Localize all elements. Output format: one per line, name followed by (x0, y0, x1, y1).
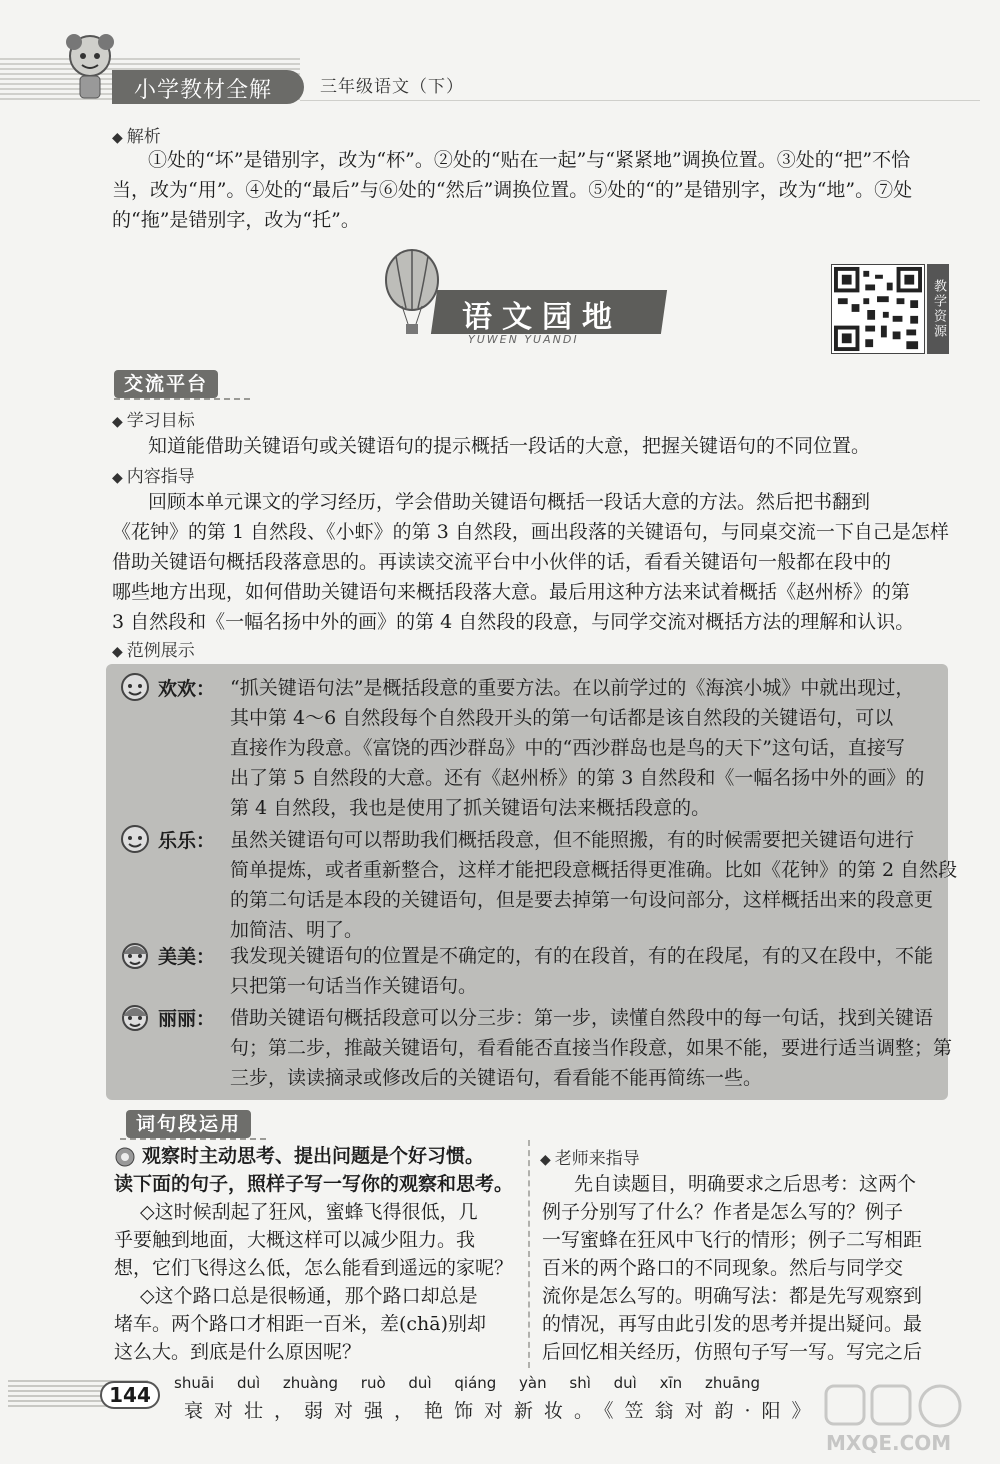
lili-line-3: 三步，读读摘录或修改后的关键语句，看看能不能再简练一些。 (230, 1067, 763, 1089)
guide-label: ◆ 内容指导 (112, 462, 195, 487)
sentence-line-5: 堵车。两个路口才相距一百米，差(chā)别却 (114, 1313, 487, 1335)
teacher-line-2: 例子分别写了什么？作者是怎么写的？例子 (542, 1201, 904, 1223)
guide-line-1: 回顾本单元课文的学习经历，学会借助关键语句概括一段话大意的方法。然后把书翻到 (148, 491, 871, 513)
boy-face-icon (118, 822, 152, 856)
speaker-lele: 乐乐： (158, 830, 216, 852)
teacher-line-7: 后回忆相关经历，仿照句子写一写。写完之后 (542, 1341, 923, 1363)
usage-tag: 词句段运用 (126, 1110, 251, 1138)
goal-label: ◆ 学习目标 (112, 406, 195, 431)
usage-tag-underline (120, 1138, 270, 1140)
speaker-lili: 丽丽： (158, 1008, 216, 1030)
goal-text: 知道能借助关键语句或关键语句的提示概括一段话的大意，把握关键语句的不同位置。 (148, 435, 871, 457)
speaker-meimei: 美美： (158, 946, 216, 968)
girl-face-icon (118, 938, 152, 972)
lele-line-4: 加简洁、明了。 (230, 919, 364, 941)
analysis-line-3: 的“拖”是错别字，改为“托”。 (112, 209, 360, 231)
huanhuan-line-1: “抓关键语句法”是概括段意的重要方法。在以前学过的《海滨小城》中就出现过， (230, 677, 915, 699)
teacher-line-1: 先自读题目，明确要求之后思考：这两个 (574, 1173, 917, 1195)
analysis-line-2: 当，改为“用”。④处的“最后”与⑥处的“然后”调换位置。⑤处的“的”是错别字，改为“地”。⑦处 (112, 179, 913, 201)
flower-icon (114, 1146, 136, 1168)
analysis-line-1: ①处的“坏”是错别字，改为“杯”。②处的“贴在一起”与“紧紧地”调换位置。③处的“把”不恰 (148, 149, 911, 171)
header-rule (300, 100, 980, 101)
lili-line-1: 借助关键语句概括段意可以分三步：第一步，读懂自然段中的每一句话，找到关键语 (230, 1007, 934, 1029)
banner-subtitle: YUWEN YUANDI (468, 333, 579, 346)
teacher-line-3: 一写蜜蜂在狂风中飞行的情形；例子二写相距 (542, 1229, 923, 1251)
guide-line-5: 3 自然段和《一幅名扬中外的画》的第 4 自然段的段意，与同学交流对概括方法的理解和认识。 (112, 611, 915, 633)
sentence-line-4: ◇这个路口总是很畅通，那个路口却总是 (140, 1285, 478, 1307)
qr-label: 教学资源 (927, 264, 949, 354)
svg-text:MXQE.COM: MXQE.COM (826, 1431, 952, 1455)
exchange-tag: 交流平台 (114, 370, 218, 398)
guide-line-4: 哪些地方出现，如何借助关键语句来概括段落大意。最后用这种方法来试着概括《赵州桥》的第 (112, 581, 911, 603)
column-divider (528, 1140, 530, 1368)
example-label: ◆ 范例展示 (112, 636, 195, 661)
qr-code-icon[interactable] (831, 264, 925, 354)
huanhuan-line-4: 出了第 5 自然段的大意。还有《赵州桥》的第 3 自然段和《一幅名扬中外的画》的 (230, 767, 925, 789)
analysis-label: ◆ 解析 (112, 122, 161, 147)
couplet-pinyin: shuāi duì zhuàng ruò duì qiáng yàn shì duì xīn zhuāng (174, 1374, 761, 1392)
task-line-1: 观察时主动思考、提出问题是个好习惯。 (142, 1145, 485, 1167)
huanhuan-line-2: 其中第 4～6 自然段每个自然段开头的第一句话都是该自然段的关键语句，可以 (230, 707, 894, 729)
teacher-line-4: 百米的两个路口的不同现象。然后与同学交 (542, 1257, 904, 1279)
guide-line-2: 《花钟》的第 1 自然段、《小虾》的第 3 自然段，画出段落的关键语句，与同桌交流一下自己是怎样 (112, 521, 949, 543)
girl-mascot-icon (62, 32, 118, 104)
lele-line-1: 虽然关键语句可以帮助我们概括段意，但不能照搬，有的时候需要把关键语句进行 (230, 829, 915, 851)
teacher-label: ◆ 老师来指导 (540, 1144, 640, 1169)
boy-face-icon (118, 670, 152, 704)
sentence-line-3: 想，它们飞得这么低，怎么能看到遥远的家呢？ (114, 1257, 514, 1279)
girl-face-icon (118, 1000, 152, 1034)
huanhuan-line-3: 直接作为段意。《富饶的西沙群岛》中的“西沙群岛也是鸟的天下”这句话，直接写 (230, 737, 905, 759)
huanhuan-line-5: 第 4 自然段，我也是使用了抓关键语句法来概括段意的。 (230, 797, 711, 819)
banner-title: 语文园地 (462, 300, 622, 335)
lele-line-3: 的第二句话是本段的关键语句，但是要去掉第一句设问部分，这样概括出来的段意更 (230, 889, 934, 911)
lele-line-2: 简单提炼，或者重新整合，这样才能把段意概括得更准确。比如《花钟》的第 2 自然段 (230, 859, 958, 881)
sentence-line-1: ◇这时候刮起了狂风，蜜蜂飞得很低，几 (140, 1201, 478, 1223)
speaker-huanhuan: 欢欢： (158, 678, 216, 700)
meimei-line-2: 只把第一句话当作关键语句。 (230, 975, 478, 997)
exchange-tag-underline (114, 398, 254, 400)
page-number: 144 (100, 1381, 160, 1409)
lili-line-2: 句；第二步，推敲关键语句，看看能否直接当作段意，如果不能，要进行适当调整；第 (230, 1037, 953, 1059)
teacher-line-5: 流你是怎么写的。明确写法：都是先写观察到 (542, 1285, 923, 1307)
task-line-2: 读下面的句子，照样子写一写你的观察和思考。 (114, 1173, 514, 1195)
guide-line-3: 借助关键语句概括段落意思的。再读读交流平台中小伙伴的话，看看关键语句一般都在段中的 (112, 551, 892, 573)
couplet-text: 衰对壮，弱对强，艳饰对新妆。《笠翁对韵·阳》 (184, 1400, 822, 1422)
sentence-line-2: 乎要触到地面，大概这样可以减少阻力。我 (114, 1229, 476, 1251)
watermark-logo-icon (822, 1382, 972, 1456)
book-subtitle: 三年级语文（下） (320, 77, 464, 97)
teacher-line-6: 的情况，再写由此引发的思考并提出疑问。最 (542, 1313, 923, 1335)
meimei-line-1: 我发现关键语句的位置是不确定的，有的在段首，有的在段尾，有的又在段中，不能 (230, 945, 934, 967)
sentence-line-6: 这么大。到底是什么原因呢？ (114, 1341, 362, 1363)
book-title-pill (112, 70, 304, 104)
book-title: 小学教材全解 (134, 78, 273, 103)
